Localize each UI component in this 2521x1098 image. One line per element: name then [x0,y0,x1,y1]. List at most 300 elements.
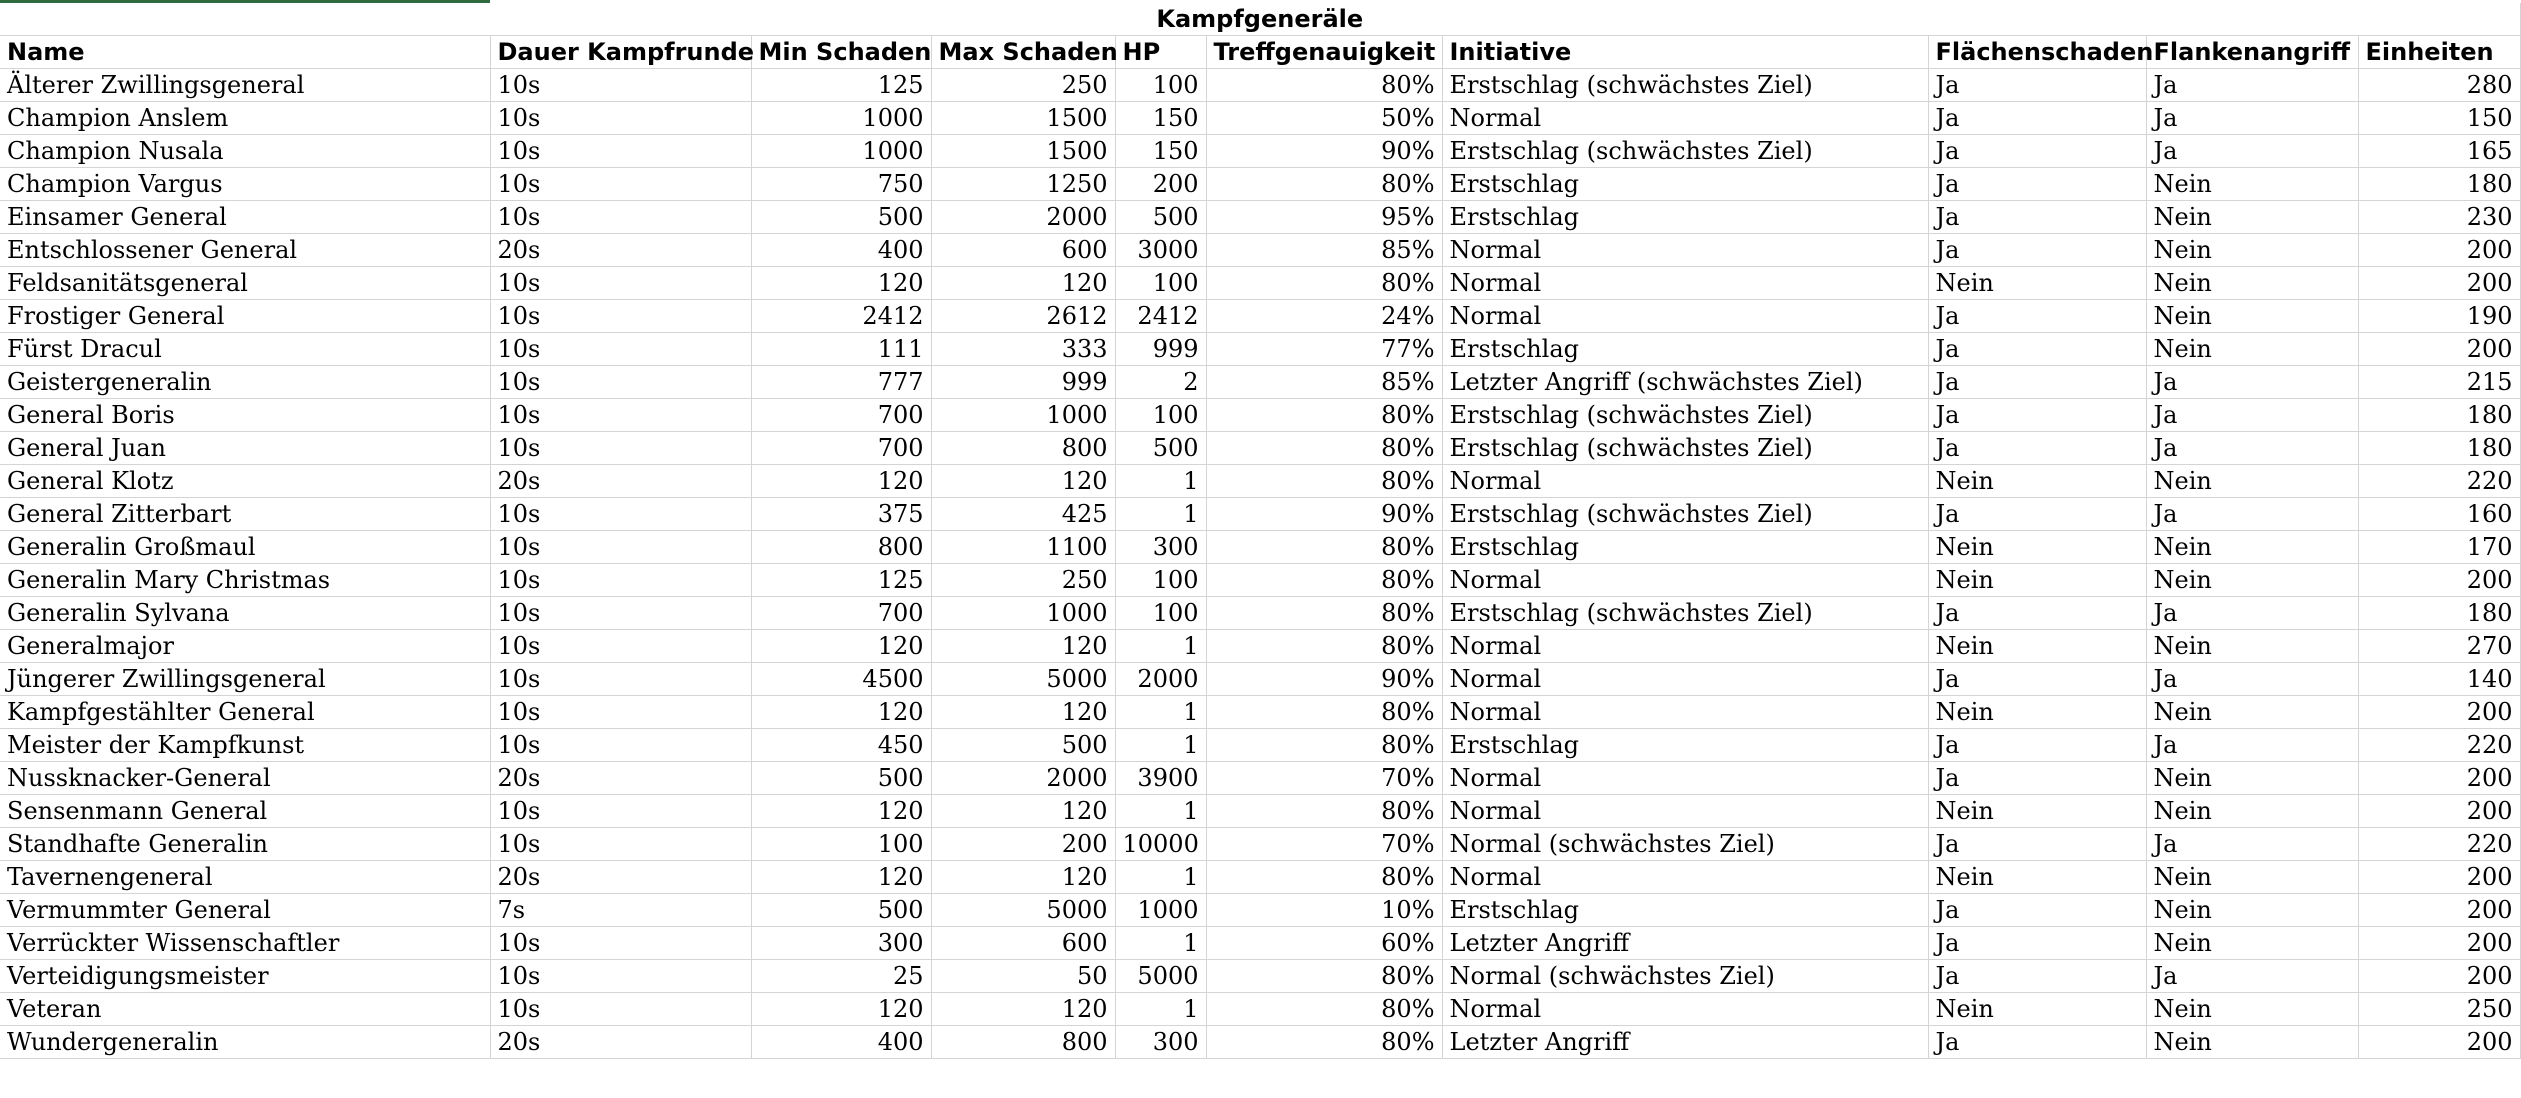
table-cell[interactable]: 150 [2358,102,2520,135]
table-cell[interactable]: 400 [751,234,931,267]
table-cell[interactable]: Ja [1928,333,2146,366]
table-cell[interactable]: 375 [751,498,931,531]
table-cell[interactable]: 1 [1115,861,1206,894]
table-cell[interactable]: 1250 [931,168,1115,201]
table-cell[interactable]: 10s [490,333,751,366]
table-cell[interactable]: 10s [490,729,751,762]
table-cell[interactable]: 10s [490,201,751,234]
table-cell[interactable]: 10s [490,267,751,300]
table-cell[interactable]: 80% [1206,630,1442,663]
table-cell[interactable]: 200 [2358,333,2520,366]
table-cell[interactable]: Letzter Angriff (schwächstes Ziel) [1442,366,1928,399]
table-cell[interactable]: Verrückter Wissenschaftler [0,927,490,960]
column-header[interactable]: Initiative [1442,36,1928,69]
table-cell[interactable]: Erstschlag (schwächstes Ziel) [1442,69,1928,102]
table-cell[interactable]: 111 [751,333,931,366]
table-cell[interactable]: 180 [2358,399,2520,432]
table-cell[interactable]: 80% [1206,168,1442,201]
table-cell[interactable]: 100 [1115,267,1206,300]
table-cell[interactable]: 10s [490,102,751,135]
table-cell[interactable]: Generalin Großmaul [0,531,490,564]
table-cell[interactable]: 200 [931,828,1115,861]
table-cell[interactable]: Nein [1928,465,2146,498]
table-cell[interactable]: 120 [931,630,1115,663]
column-header[interactable]: Einheiten [2358,36,2520,69]
table-cell[interactable]: Nein [1928,993,2146,1026]
table-cell[interactable]: 125 [751,564,931,597]
table-cell[interactable]: 10000 [1115,828,1206,861]
column-header[interactable]: Name [0,36,490,69]
table-cell[interactable]: Entschlossener General [0,234,490,267]
table-cell[interactable]: 10s [490,696,751,729]
table-cell[interactable]: Ja [1928,927,2146,960]
table-cell[interactable]: Ja [2146,366,2358,399]
table-cell[interactable]: 200 [1115,168,1206,201]
table-cell[interactable]: 999 [1115,333,1206,366]
table-cell[interactable]: Ja [1928,135,2146,168]
table-cell[interactable]: Normal [1442,102,1928,135]
table-cell[interactable]: 200 [2358,267,2520,300]
table-cell[interactable]: Ja [2146,663,2358,696]
column-header[interactable]: Treffgenauigkeit [1206,36,1442,69]
table-cell[interactable]: Nein [2146,531,2358,564]
column-header[interactable]: Max Schaden [931,36,1115,69]
table-cell[interactable]: 10s [490,564,751,597]
table-cell[interactable]: Ja [1928,69,2146,102]
table-cell[interactable]: 120 [931,465,1115,498]
table-cell[interactable]: Nein [2146,234,2358,267]
table-cell[interactable]: 100 [1115,69,1206,102]
table-cell[interactable]: Normal [1442,300,1928,333]
table-cell[interactable]: 3900 [1115,762,1206,795]
table-cell[interactable]: 250 [931,564,1115,597]
table-cell[interactable]: 500 [931,729,1115,762]
table-cell[interactable]: 170 [2358,531,2520,564]
table-cell[interactable]: 800 [751,531,931,564]
table-cell[interactable]: 20s [490,861,751,894]
table-cell[interactable]: Frostiger General [0,300,490,333]
table-cell[interactable]: 90% [1206,663,1442,696]
table-cell[interactable]: Nein [1928,267,2146,300]
table-cell[interactable]: 1000 [751,102,931,135]
table-cell[interactable]: Erstschlag (schwächstes Ziel) [1442,498,1928,531]
table-cell[interactable]: 150 [1115,135,1206,168]
table-cell[interactable]: Champion Anslem [0,102,490,135]
table-cell[interactable]: Nein [2146,762,2358,795]
table-cell[interactable]: 120 [931,696,1115,729]
table-cell[interactable]: Ja [1928,729,2146,762]
table-cell[interactable]: Nein [1928,564,2146,597]
table-cell[interactable]: Generalin Sylvana [0,597,490,630]
table-cell[interactable]: Ja [2146,135,2358,168]
table-cell[interactable]: Vermummter General [0,894,490,927]
table-cell[interactable]: Normal [1442,630,1928,663]
table-cell[interactable]: 100 [751,828,931,861]
table-cell[interactable]: 1000 [1115,894,1206,927]
table-cell[interactable]: 2612 [931,300,1115,333]
table-cell[interactable]: 80% [1206,432,1442,465]
table-cell[interactable]: Champion Nusala [0,135,490,168]
table-cell[interactable]: Ja [2146,102,2358,135]
table-cell[interactable]: Normal (schwächstes Ziel) [1442,828,1928,861]
table-cell[interactable]: 1500 [931,135,1115,168]
table-cell[interactable]: Normal [1442,795,1928,828]
table-cell[interactable]: 80% [1206,564,1442,597]
table-cell[interactable]: 200 [2358,927,2520,960]
table-cell[interactable]: 2 [1115,366,1206,399]
table-cell[interactable]: Nein [2146,861,2358,894]
table-cell[interactable]: 700 [751,432,931,465]
table-cell[interactable]: 180 [2358,597,2520,630]
table-cell[interactable]: Nein [1928,861,2146,894]
table-cell[interactable]: 700 [751,597,931,630]
table-cell[interactable]: Generalin Mary Christmas [0,564,490,597]
table-cell[interactable]: 450 [751,729,931,762]
table-cell[interactable]: Normal [1442,564,1928,597]
table-cell[interactable]: 1000 [751,135,931,168]
table-cell[interactable]: 100 [1115,399,1206,432]
column-header[interactable]: HP [1115,36,1206,69]
table-cell[interactable]: 250 [931,69,1115,102]
table-cell[interactable]: Letzter Angriff [1442,1026,1928,1059]
table-cell[interactable]: General Klotz [0,465,490,498]
table-cell[interactable]: 10s [490,927,751,960]
table-cell[interactable]: 140 [2358,663,2520,696]
table-cell[interactable]: 300 [751,927,931,960]
table-cell[interactable]: Wundergeneralin [0,1026,490,1059]
table-cell[interactable]: Champion Vargus [0,168,490,201]
table-cell[interactable]: 80% [1206,597,1442,630]
table-cell[interactable]: 999 [931,366,1115,399]
table-cell[interactable]: Normal [1442,696,1928,729]
table-cell[interactable]: General Juan [0,432,490,465]
table-cell[interactable]: 500 [1115,432,1206,465]
table-cell[interactable]: Normal [1442,267,1928,300]
table-cell[interactable]: 190 [2358,300,2520,333]
table-cell[interactable]: 300 [1115,1026,1206,1059]
table-cell[interactable]: 10s [490,168,751,201]
table-cell[interactable]: Generalmajor [0,630,490,663]
table-cell[interactable]: 750 [751,168,931,201]
table-cell[interactable]: 800 [931,1026,1115,1059]
table-cell[interactable]: Nein [1928,696,2146,729]
table-cell[interactable]: 160 [2358,498,2520,531]
table-cell[interactable]: 70% [1206,828,1442,861]
table-cell[interactable]: 10s [490,630,751,663]
table-cell[interactable]: 220 [2358,465,2520,498]
table-cell[interactable]: Erstschlag [1442,729,1928,762]
table-cell[interactable]: 2412 [751,300,931,333]
table-cell[interactable]: Nein [2146,696,2358,729]
table-cell[interactable]: Einsamer General [0,201,490,234]
table-cell[interactable]: Normal [1442,993,1928,1026]
table-cell[interactable]: 10% [1206,894,1442,927]
table-cell[interactable]: 80% [1206,1026,1442,1059]
table-cell[interactable]: 1000 [931,597,1115,630]
table-cell[interactable]: Normal [1442,465,1928,498]
table-cell[interactable]: Ja [1928,432,2146,465]
table-cell[interactable]: 10s [490,663,751,696]
table-cell[interactable]: 90% [1206,498,1442,531]
table-cell[interactable]: 200 [2358,234,2520,267]
table-cell[interactable]: General Boris [0,399,490,432]
table-cell[interactable]: 10s [490,795,751,828]
table-cell[interactable]: 80% [1206,993,1442,1026]
table-cell[interactable]: 100 [1115,564,1206,597]
table-cell[interactable]: 80% [1206,729,1442,762]
table-cell[interactable]: 20s [490,1026,751,1059]
table-cell[interactable]: Erstschlag [1442,201,1928,234]
table-cell[interactable]: 95% [1206,201,1442,234]
table-cell[interactable]: 1100 [931,531,1115,564]
table-cell[interactable]: 700 [751,399,931,432]
table-cell[interactable]: Erstschlag [1442,531,1928,564]
table-cell[interactable]: 2000 [1115,663,1206,696]
table-cell[interactable]: 10s [490,399,751,432]
table-cell[interactable]: Ja [1928,366,2146,399]
table-cell[interactable]: 120 [751,861,931,894]
table-cell[interactable]: Ja [2146,432,2358,465]
table-cell[interactable]: Nein [2146,267,2358,300]
table-cell[interactable]: 1 [1115,465,1206,498]
table-cell[interactable]: 400 [751,1026,931,1059]
table-cell[interactable]: Ja [1928,828,2146,861]
table-cell[interactable]: 50 [931,960,1115,993]
table-cell[interactable]: 3000 [1115,234,1206,267]
table-cell[interactable]: 220 [2358,828,2520,861]
table-cell[interactable]: 600 [931,234,1115,267]
table-cell[interactable]: 1 [1115,993,1206,1026]
table-cell[interactable]: Nein [2146,300,2358,333]
table-cell[interactable]: Nein [1928,630,2146,663]
table-cell[interactable]: Nein [2146,201,2358,234]
table-cell[interactable]: 280 [2358,69,2520,102]
table-cell[interactable]: 120 [751,267,931,300]
table-cell[interactable]: 50% [1206,102,1442,135]
table-cell[interactable]: 120 [751,630,931,663]
table-cell[interactable]: Ja [1928,894,2146,927]
table-cell[interactable]: 425 [931,498,1115,531]
table-cell[interactable]: 80% [1206,861,1442,894]
table-cell[interactable]: 220 [2358,729,2520,762]
table-cell[interactable]: 10s [490,597,751,630]
table-title[interactable]: Kampfgeneräle [0,3,2520,36]
table-cell[interactable]: 200 [2358,795,2520,828]
table-cell[interactable]: Ja [2146,69,2358,102]
column-header[interactable]: Flankenangriff [2146,36,2358,69]
table-cell[interactable]: 500 [1115,201,1206,234]
table-cell[interactable]: 70% [1206,762,1442,795]
table-cell[interactable]: 800 [931,432,1115,465]
table-cell[interactable]: Tavernengeneral [0,861,490,894]
table-cell[interactable]: Standhafte Generalin [0,828,490,861]
table-cell[interactable]: 25 [751,960,931,993]
table-cell[interactable]: 77% [1206,333,1442,366]
table-cell[interactable]: Verteidigungsmeister [0,960,490,993]
table-cell[interactable]: Erstschlag [1442,168,1928,201]
table-cell[interactable]: 1 [1115,498,1206,531]
table-cell[interactable]: 200 [2358,960,2520,993]
table-cell[interactable]: Ja [2146,960,2358,993]
table-cell[interactable]: 10s [490,828,751,861]
table-cell[interactable]: 4500 [751,663,931,696]
table-cell[interactable]: 80% [1206,696,1442,729]
table-cell[interactable]: Nussknacker-General [0,762,490,795]
table-cell[interactable]: Älterer Zwillingsgeneral [0,69,490,102]
table-cell[interactable]: 10s [490,993,751,1026]
table-cell[interactable]: 120 [931,795,1115,828]
table-cell[interactable]: Feldsanitätsgeneral [0,267,490,300]
table-cell[interactable]: 200 [2358,861,2520,894]
table-cell[interactable]: 85% [1206,366,1442,399]
table-cell[interactable]: 120 [751,993,931,1026]
table-cell[interactable]: Erstschlag (schwächstes Ziel) [1442,399,1928,432]
table-cell[interactable]: 200 [2358,696,2520,729]
table-cell[interactable]: Kampfgestählter General [0,696,490,729]
table-cell[interactable]: Ja [2146,498,2358,531]
table-cell[interactable]: 7s [490,894,751,927]
table-cell[interactable]: 200 [2358,1026,2520,1059]
table-cell[interactable]: Erstschlag [1442,894,1928,927]
table-cell[interactable]: 120 [931,267,1115,300]
table-cell[interactable]: Ja [2146,828,2358,861]
table-cell[interactable]: 200 [2358,894,2520,927]
table-cell[interactable]: 1000 [931,399,1115,432]
table-cell[interactable]: Normal (schwächstes Ziel) [1442,960,1928,993]
table-cell[interactable]: Nein [1928,531,2146,564]
table-cell[interactable]: Nein [2146,993,2358,1026]
table-cell[interactable]: 20s [490,234,751,267]
table-cell[interactable]: Ja [1928,201,2146,234]
table-cell[interactable]: 20s [490,465,751,498]
table-cell[interactable]: Geistergeneralin [0,366,490,399]
table-cell[interactable]: Nein [1928,795,2146,828]
table-cell[interactable]: 2000 [931,201,1115,234]
table-cell[interactable]: Nein [2146,1026,2358,1059]
table-cell[interactable]: 10s [490,366,751,399]
table-cell[interactable]: 100 [1115,597,1206,630]
table-cell[interactable]: 150 [1115,102,1206,135]
table-cell[interactable]: 10s [490,960,751,993]
table-cell[interactable]: 230 [2358,201,2520,234]
table-cell[interactable]: Ja [1928,234,2146,267]
table-cell[interactable]: Erstschlag (schwächstes Ziel) [1442,432,1928,465]
column-header[interactable]: Flächenschaden [1928,36,2146,69]
table-cell[interactable]: 10s [490,432,751,465]
table-cell[interactable]: Nein [2146,630,2358,663]
table-cell[interactable]: 1 [1115,630,1206,663]
table-cell[interactable]: Nein [2146,564,2358,597]
table-cell[interactable]: 1500 [931,102,1115,135]
table-cell[interactable]: 125 [751,69,931,102]
table-cell[interactable]: Nein [2146,168,2358,201]
table-cell[interactable]: Ja [1928,168,2146,201]
table-cell[interactable]: Ja [2146,399,2358,432]
table-cell[interactable]: Ja [2146,597,2358,630]
table-cell[interactable]: Ja [1928,1026,2146,1059]
table-cell[interactable]: 5000 [1115,960,1206,993]
table-cell[interactable]: Erstschlag (schwächstes Ziel) [1442,597,1928,630]
table-cell[interactable]: 10s [490,531,751,564]
table-cell[interactable]: Veteran [0,993,490,1026]
table-cell[interactable]: Ja [1928,300,2146,333]
table-cell[interactable]: Erstschlag (schwächstes Ziel) [1442,135,1928,168]
column-header[interactable]: Dauer Kampfrunde [490,36,751,69]
table-cell[interactable]: Letzter Angriff [1442,927,1928,960]
table-cell[interactable]: 2412 [1115,300,1206,333]
table-cell[interactable]: Erstschlag [1442,333,1928,366]
table-cell[interactable]: 333 [931,333,1115,366]
table-cell[interactable]: 10s [490,498,751,531]
table-cell[interactable]: 165 [2358,135,2520,168]
table-cell[interactable]: 80% [1206,267,1442,300]
table-cell[interactable]: Jüngerer Zwillingsgeneral [0,663,490,696]
table-cell[interactable]: 2000 [931,762,1115,795]
table-cell[interactable]: Nein [2146,927,2358,960]
table-cell[interactable]: Normal [1442,762,1928,795]
table-cell[interactable]: 120 [751,465,931,498]
table-cell[interactable]: 250 [2358,993,2520,1026]
table-cell[interactable]: Normal [1442,861,1928,894]
table-cell[interactable]: Meister der Kampfkunst [0,729,490,762]
table-cell[interactable]: Ja [1928,762,2146,795]
table-cell[interactable]: 10s [490,135,751,168]
table-cell[interactable]: 200 [2358,564,2520,597]
table-cell[interactable]: Normal [1442,663,1928,696]
table-cell[interactable]: 80% [1206,465,1442,498]
table-cell[interactable]: 1 [1115,696,1206,729]
table-cell[interactable]: 600 [931,927,1115,960]
table-cell[interactable]: General Zitterbart [0,498,490,531]
table-cell[interactable]: 1 [1115,729,1206,762]
table-cell[interactable]: 5000 [931,894,1115,927]
table-cell[interactable]: 80% [1206,531,1442,564]
table-cell[interactable]: 20s [490,762,751,795]
table-cell[interactable]: 10s [490,69,751,102]
table-cell[interactable]: 60% [1206,927,1442,960]
table-cell[interactable]: 10s [490,300,751,333]
table-cell[interactable]: 24% [1206,300,1442,333]
column-header[interactable]: Min Schaden [751,36,931,69]
table-cell[interactable]: 500 [751,201,931,234]
table-cell[interactable]: 80% [1206,960,1442,993]
table-cell[interactable]: 215 [2358,366,2520,399]
table-cell[interactable]: 300 [1115,531,1206,564]
table-cell[interactable]: Ja [2146,729,2358,762]
table-cell[interactable]: Fürst Dracul [0,333,490,366]
table-cell[interactable]: Normal [1442,234,1928,267]
table-cell[interactable]: Ja [1928,663,2146,696]
table-cell[interactable]: Nein [2146,465,2358,498]
table-cell[interactable]: Sensenmann General [0,795,490,828]
table-cell[interactable]: Ja [1928,960,2146,993]
table-cell[interactable]: 1 [1115,795,1206,828]
table-cell[interactable]: Nein [2146,894,2358,927]
table-cell[interactable]: 120 [751,696,931,729]
table-cell[interactable]: 180 [2358,432,2520,465]
table-cell[interactable]: 90% [1206,135,1442,168]
table-cell[interactable]: Ja [1928,498,2146,531]
table-cell[interactable]: Ja [1928,399,2146,432]
table-cell[interactable]: 180 [2358,168,2520,201]
table-cell[interactable]: 80% [1206,795,1442,828]
table-cell[interactable]: 80% [1206,399,1442,432]
table-cell[interactable]: 270 [2358,630,2520,663]
table-cell[interactable]: 85% [1206,234,1442,267]
table-cell[interactable]: 500 [751,894,931,927]
table-cell[interactable]: 120 [751,795,931,828]
table-cell[interactable]: 120 [931,861,1115,894]
